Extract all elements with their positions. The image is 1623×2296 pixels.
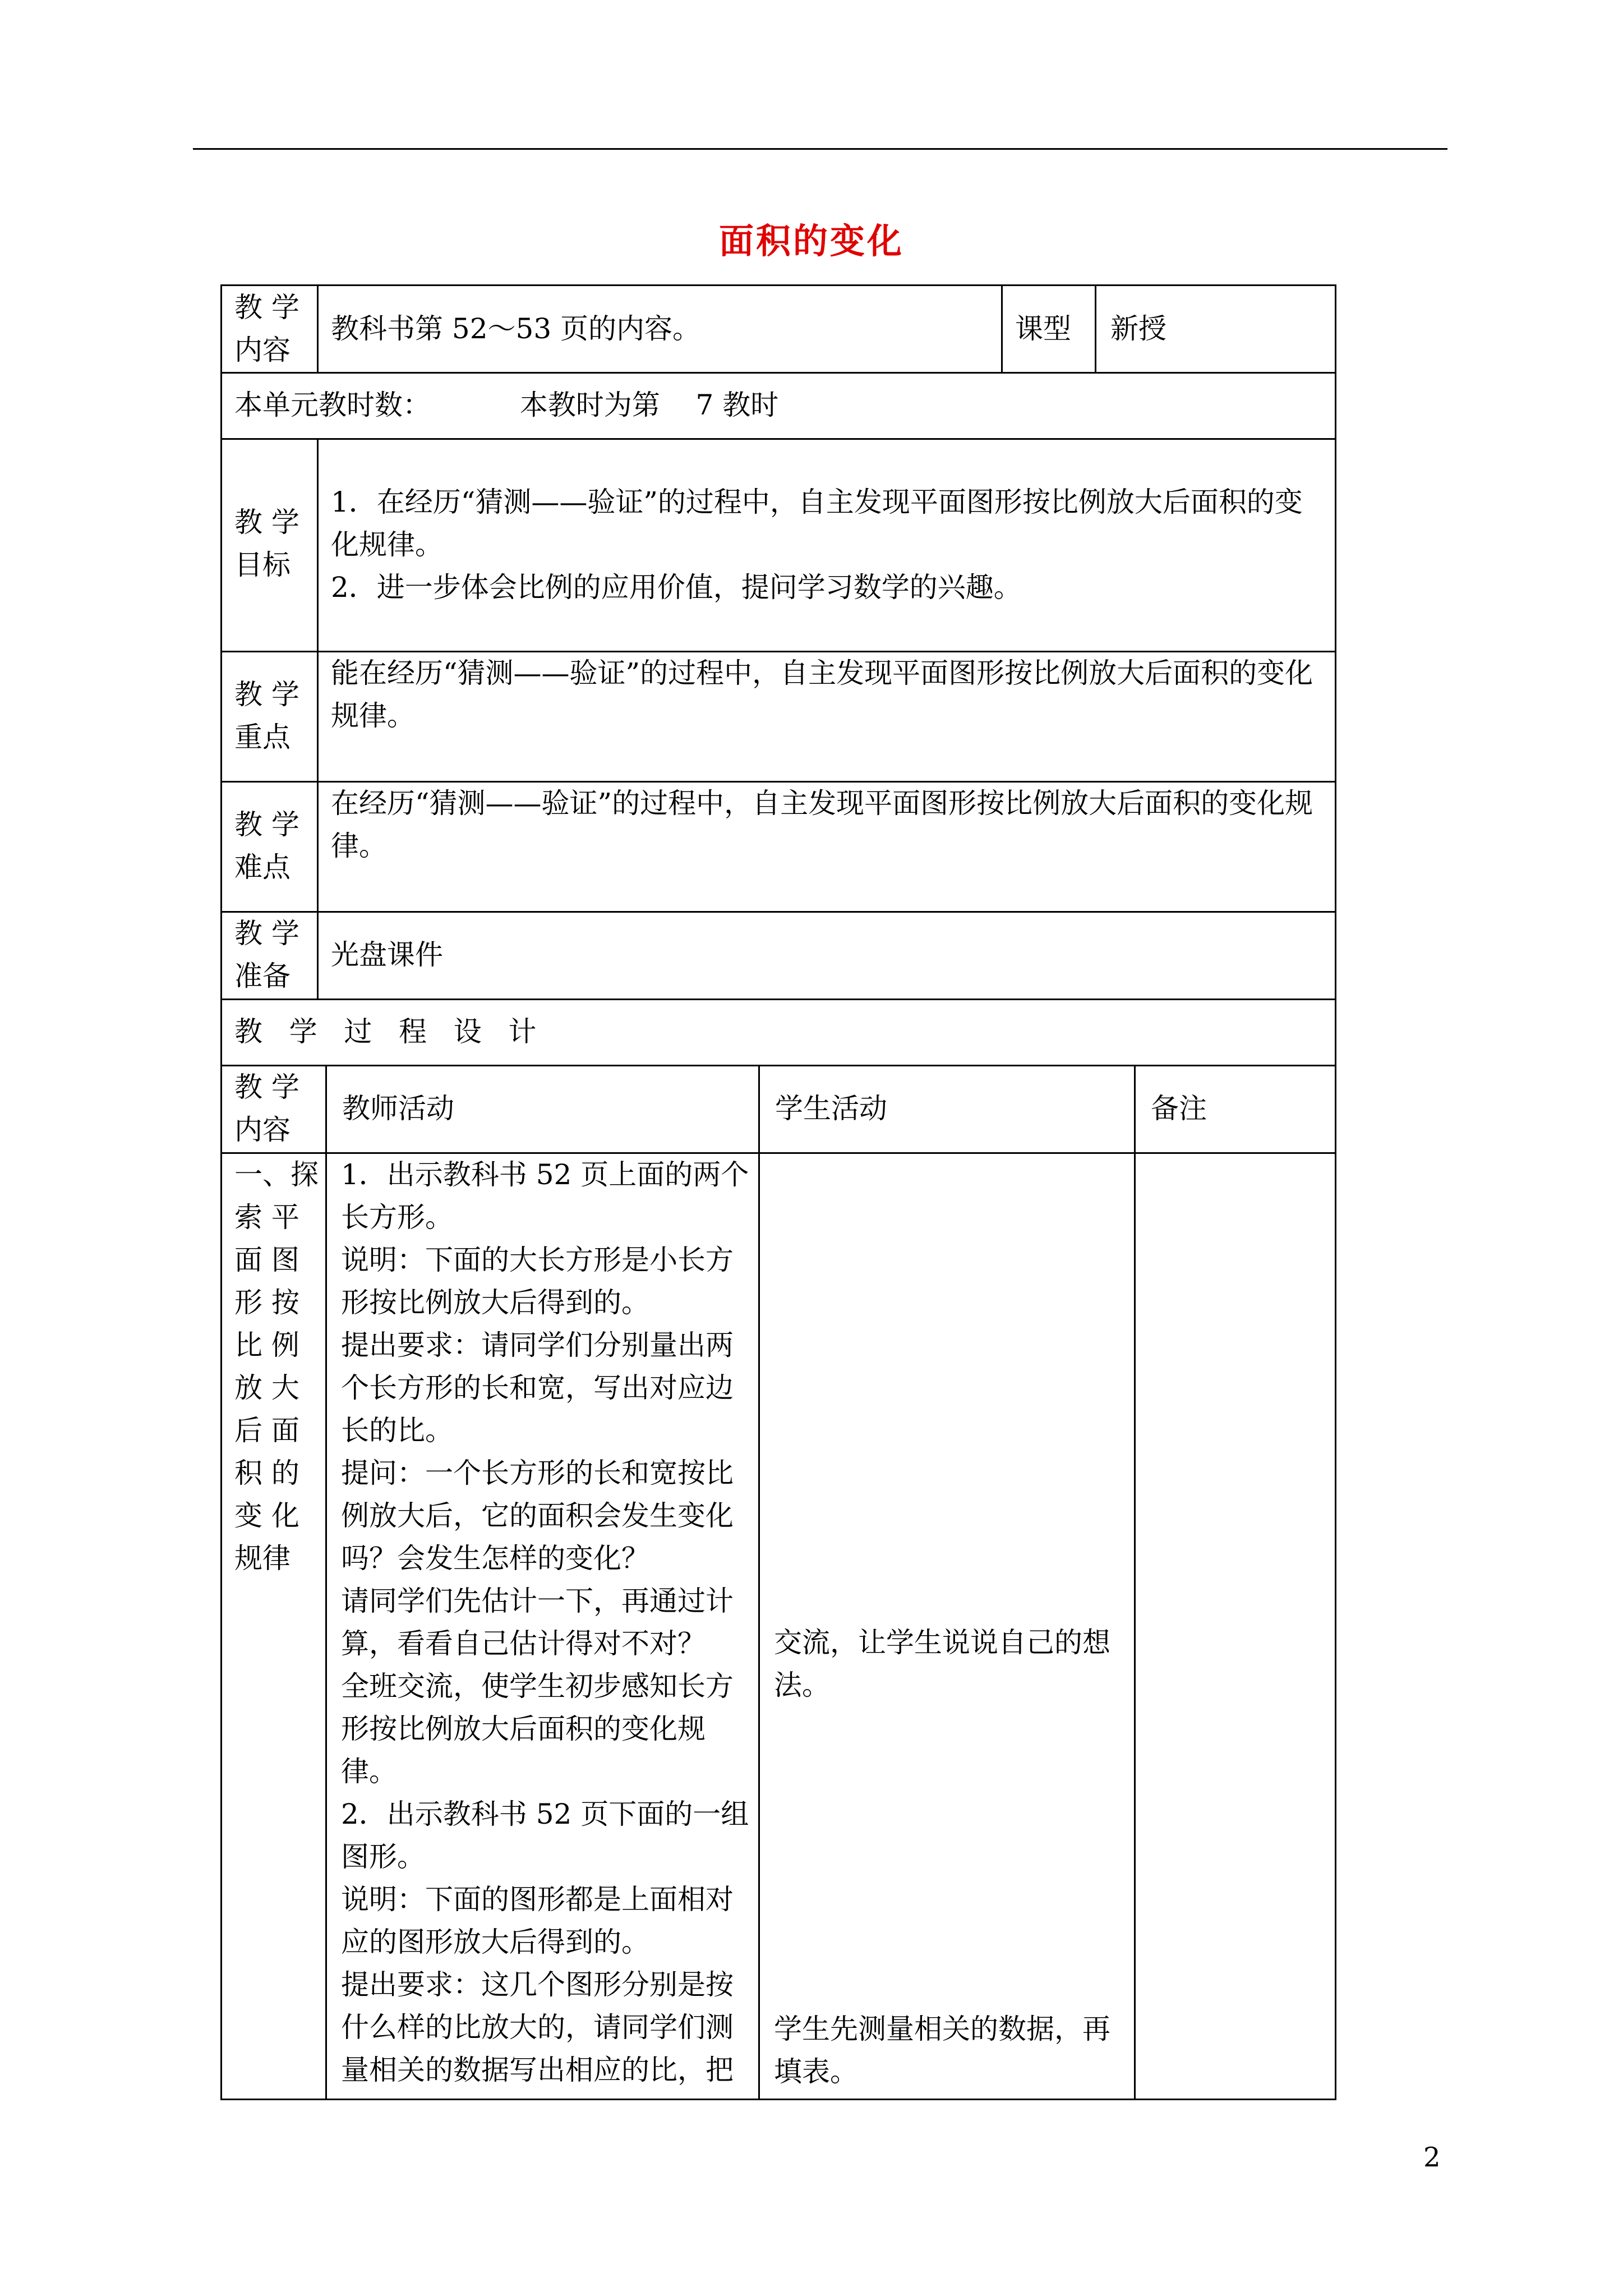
process-header-remark: 备注 — [1151, 1092, 1207, 1125]
table-border-bottom — [220, 2099, 1336, 2100]
prep-value: 光盘课件 — [331, 938, 443, 971]
table-border-top — [220, 284, 1336, 286]
process-header-student: 学生活动 — [775, 1092, 887, 1125]
page-number: 2 — [1423, 2142, 1441, 2173]
lesson-type-label: 课型 — [1015, 312, 1071, 345]
teacher-activity-cell: 1．出示教科书 52 页上面的两个长方形。 说明：下面的大长方形是小长方形按比例放大后得到的。 提出要求：请同学们分别量出两个长方形的长和宽，写出对应边长的比。 提问：一个长方形的长和宽按比例放大后，它的面积会发生变化吗？会发生怎样的变化？ 请同学们先估计一下，再通过计算，看看自己估计得对不对？ 全班交流，使学生初步感知长方形按比例放大后面积的变化规律。 2．出示教科书 52 页下面的一组图形。 说明：下面的图形都是上面相对应的图形放大后得到的。 提出要求：这几个图形分别是按什么样的比放大的，请同学们测量相关的数据写出相应的比，把 — [341, 1158, 749, 2086]
col-divider — [758, 1065, 760, 2100]
row-divider — [220, 438, 1336, 440]
header-rule — [193, 148, 1447, 150]
lesson-count: 本单元教时数： 本教时为第 7 教时 — [234, 389, 779, 421]
process-header-content: 教 学 内容 — [234, 1071, 299, 1146]
content-label: 教 学 内容 — [234, 291, 299, 366]
student-activity-1: 交流，让学生说说自己的想法。 — [774, 1626, 1110, 1701]
col-divider — [1001, 284, 1003, 372]
process-content-cell: 一、探 索 平 面 图 形 按 比 例 放 大 后 面 积 的 变 化 规律 — [234, 1158, 319, 1575]
row-divider — [220, 911, 1336, 913]
row-divider — [220, 999, 1336, 1000]
prep-label: 教 学 准备 — [234, 917, 299, 992]
key-points-value: 能在经历“猜测——验证”的过程中，自主发现平面图形按比例放大后面积的变化规律。 — [331, 657, 1313, 732]
difficulty-value: 在经历“猜测——验证”的过程中，自主发现平面图形按比例放大后面积的变化规律。 — [331, 787, 1313, 862]
process-title: 教 学 过 程 设 计 — [234, 1015, 537, 1048]
process-header-teacher: 教师活动 — [342, 1092, 454, 1125]
row-divider — [220, 1065, 1336, 1066]
key-points-label: 教 学 重点 — [234, 678, 299, 753]
col-divider — [317, 438, 319, 999]
goals-value: 1．在经历“猜测——验证”的过程中，自主发现平面图形按比例放大后面积的变化规律。 2．进一步体会比例的应用价值，提问学习数学的兴趣。 — [331, 486, 1303, 604]
col-divider — [1095, 284, 1096, 372]
lesson-type-value: 新授 — [1110, 312, 1166, 345]
table-border-left — [220, 284, 222, 2100]
page-title: 面积的变化 — [718, 220, 904, 261]
goals-label: 教 学 目标 — [234, 506, 299, 581]
difficulty-label: 教 学 难点 — [234, 808, 299, 884]
row-divider — [220, 372, 1336, 374]
student-activity-2: 学生先测量相关的数据，再填表。 — [774, 2013, 1110, 2088]
col-divider — [317, 284, 319, 372]
col-divider — [325, 1065, 327, 2100]
table-border-right — [1335, 284, 1336, 2100]
content-value: 教科书第 52～53 页的内容。 — [331, 312, 701, 345]
col-divider — [1134, 1065, 1136, 2100]
